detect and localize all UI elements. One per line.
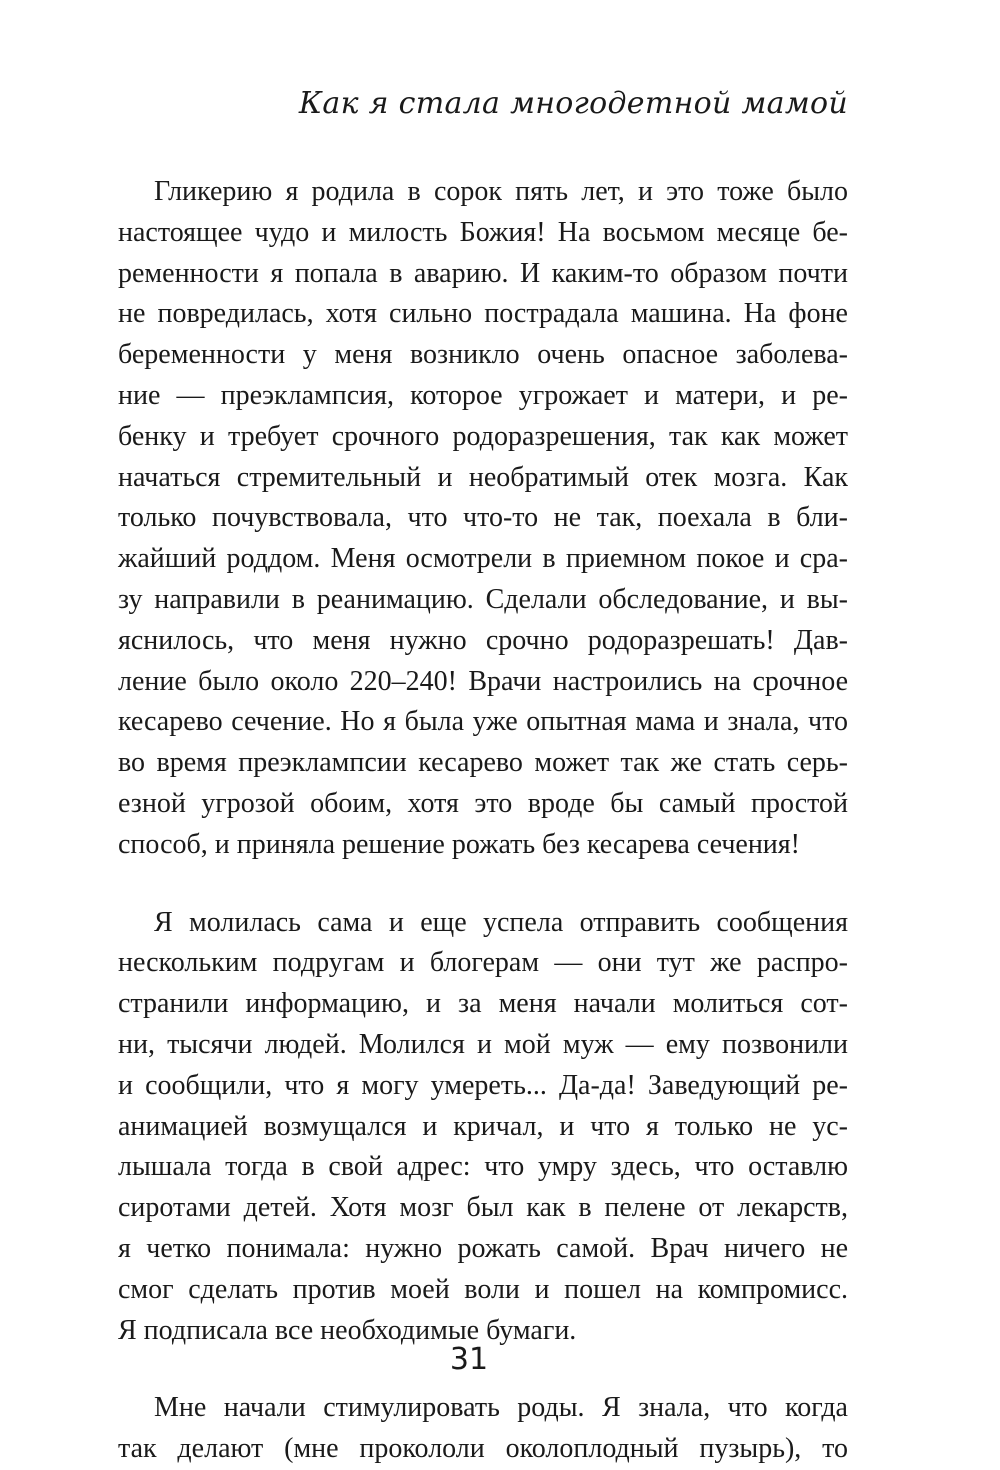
text-line: во время преэклампсии кесарево может так же стать серь- [118,747,848,779]
text-line: нескольким подругам и блогерам — они тут же распро- [118,947,848,979]
running-header: Как я стала многодетной мамой [298,86,848,121]
text-line: странили информацию, и за меня начали молиться сот- [118,988,848,1020]
text-line: кесарево сечение. Но я была уже опытная мама и знала, что [118,706,848,738]
text-line: ни, тысячи людей. Молился и мой муж — ему позвонили [118,1028,848,1060]
text-line: Я подписала все необходимые бумаги. [118,1314,577,1346]
text-line: беременности у меня возникло очень опасное заболева- [118,339,848,371]
paragraph-1 [118,172,848,866]
text-line: начаться стремительный и необратимый отек мозга. Как [118,461,848,493]
text-line: не повредилась, хотя сильно пострадала машина. На фоне [118,298,848,330]
text-line: так делают (мне прокололи околоплодный пузырь), то [118,1433,848,1465]
text-line: настоящее чудо и милость Божия! На восьмом месяце бе- [118,216,848,248]
text-line: бенку и требует срочного родоразрешения, так как может [118,420,848,452]
text-line: Гликерию я родила в сорок пять лет, и это тоже было [154,176,848,207]
text-line: только почувствовала, что что-то не так, поехала в бли- [118,502,848,534]
text-line: анимацией возмущался и кричал, и что я только не ус- [118,1110,848,1142]
page-number: 31 [449,1342,489,1377]
text-line: ние — преэклампсия, которое угрожает и матери, и ре- [118,379,848,411]
text-line: сиротами детей. Хотя мозг был как в пелене от лекарств, [118,1192,848,1224]
text-line: зу направили в реанимацию. Сделали обследование, и вы- [118,583,848,615]
body-text [118,172,848,1470]
paragraph-3 [118,1388,848,1470]
text-line: яснилось, что меня нужно срочно родоразрешать! Дав- [118,624,848,656]
text-line: смог сделать против моей воли и пошел на компромисс. [118,1273,848,1305]
text-line: Мне начали стимулировать роды. Я знала, что когда [154,1392,848,1424]
text-line: езной угрозой обоим, хотя это вроде бы самый простой [118,787,848,819]
text-line: ременности я попала в аварию. И каким-то образом почти [118,257,848,289]
text-line: Я молилась сама и еще успела отправить сообщения [154,906,848,938]
text-line: жайший роддом. Меня осмотрели в приемном покое и сра- [118,543,848,575]
text-line: и сообщили, что я могу умереть... Да-да! Заведующий ре- [118,1069,848,1101]
text-line: ление было около 220–240! Врачи настроились на срочное [118,665,848,697]
text-line: способ, и приняла решение рожать без кесарева сечения! [118,828,800,860]
paragraph-2 [118,903,848,1352]
text-line: лышала тогда в свой адрес: что умру здесь, что оставлю [118,1151,848,1183]
text-line: я четко понимала: нужно рожать самой. Врач ничего не [118,1232,848,1264]
